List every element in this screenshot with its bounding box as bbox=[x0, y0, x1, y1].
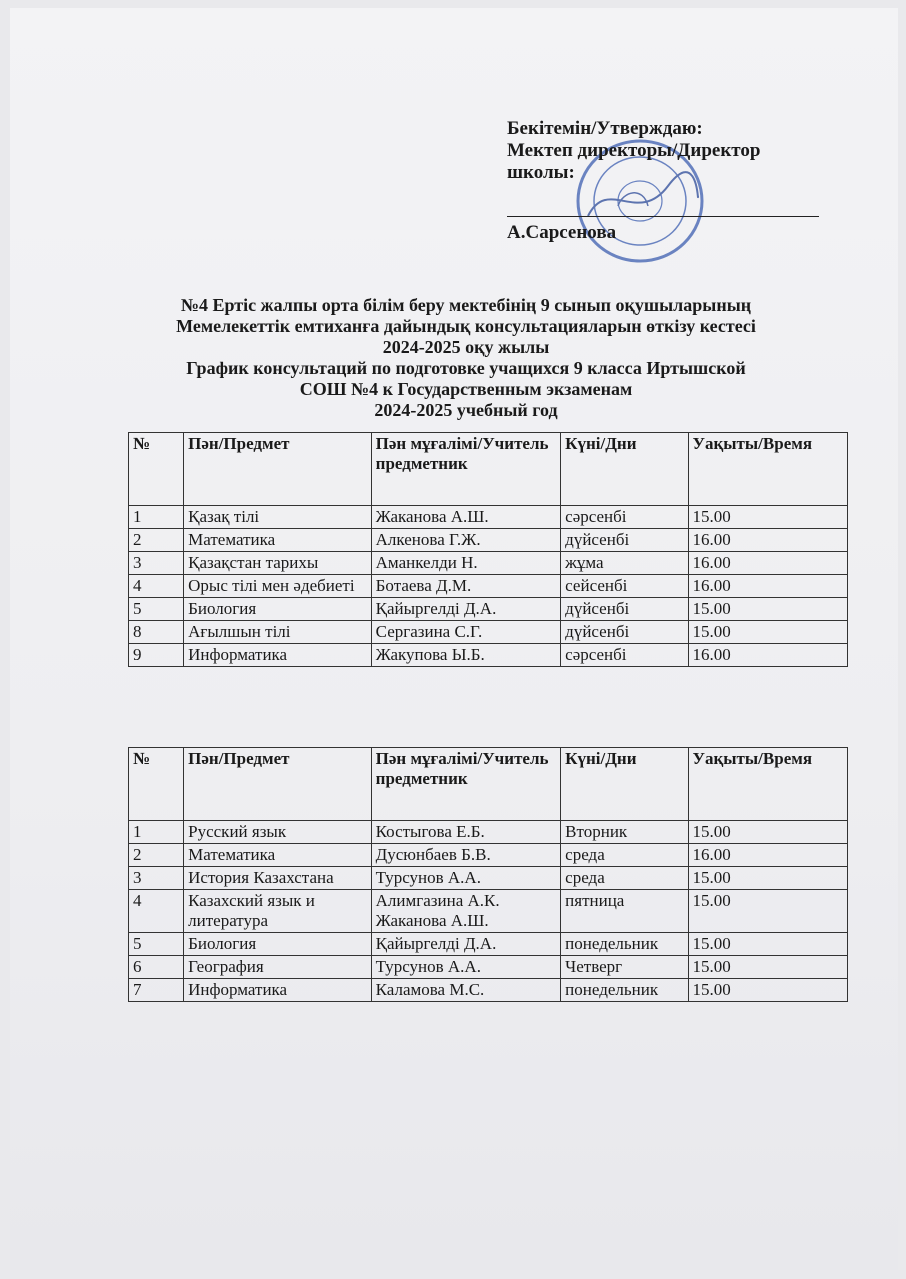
title-ru-line-1: График консультаций по подготовке учащихся 9 класса Иртышской bbox=[186, 358, 746, 378]
cell-number: 2 bbox=[129, 529, 184, 552]
cell-day: сәрсенбі bbox=[561, 506, 688, 529]
cell-teacher: Қайыргелді Д.А. bbox=[371, 598, 561, 621]
cell-teacher: Турсунов А.А. bbox=[371, 867, 561, 890]
table-row bbox=[129, 979, 848, 1002]
schedule-table-kz bbox=[128, 432, 848, 667]
cell-day: Вторник bbox=[561, 821, 688, 844]
cell-number: 3 bbox=[129, 552, 184, 575]
cell-time: 15.00 bbox=[688, 890, 847, 933]
table-row bbox=[129, 552, 848, 575]
signature-line bbox=[507, 216, 819, 217]
cell-subject: Қазақстан тарихы bbox=[184, 552, 372, 575]
table-row bbox=[129, 644, 848, 667]
cell-subject: География bbox=[184, 956, 372, 979]
approval-line-2: Мектеп директоры/Директор bbox=[507, 140, 761, 161]
cell-teacher: Жаканова А.Ш. bbox=[371, 506, 561, 529]
director-name: А.Сарсенова bbox=[507, 222, 617, 243]
cell-teacher: Жакупова Ы.Б. bbox=[371, 644, 561, 667]
title-ru-line-2: СОШ №4 к Государственным экзаменам bbox=[299, 379, 633, 399]
cell-day: жұма bbox=[561, 552, 688, 575]
cell-day: сәрсенбі bbox=[561, 644, 688, 667]
header-days: Күні/Дни bbox=[561, 433, 688, 506]
table-row bbox=[129, 890, 848, 933]
table-row bbox=[129, 956, 848, 979]
cell-teacher: Қайыргелді Д.А. bbox=[371, 933, 561, 956]
cell-time: 16.00 bbox=[688, 575, 847, 598]
table-row bbox=[129, 821, 848, 844]
cell-number: 5 bbox=[129, 598, 184, 621]
cell-day: сейсенбі bbox=[561, 575, 688, 598]
cell-time: 15.00 bbox=[688, 933, 847, 956]
document-page bbox=[10, 8, 898, 1270]
cell-time: 15.00 bbox=[688, 979, 847, 1002]
cell-number: 2 bbox=[129, 844, 184, 867]
header-number: № bbox=[129, 748, 184, 821]
approval-line-1: Бекітемін/Утверждаю: bbox=[507, 118, 703, 139]
cell-time: 15.00 bbox=[688, 621, 847, 644]
cell-number: 8 bbox=[129, 621, 184, 644]
table-row bbox=[129, 621, 848, 644]
cell-number: 4 bbox=[129, 575, 184, 598]
cell-teacher: Каламова М.С. bbox=[371, 979, 561, 1002]
cell-subject: Математика bbox=[184, 844, 372, 867]
cell-day: понедельник bbox=[561, 933, 688, 956]
cell-day: среда bbox=[561, 867, 688, 890]
title-kz-line-3: 2024-2025 оқу жылы bbox=[382, 337, 550, 357]
title-kz-line-1: №4 Ертіс жалпы орта білім беру мектебінің 9 сынып оқушыларының bbox=[180, 295, 752, 315]
table-row bbox=[129, 598, 848, 621]
cell-time: 15.00 bbox=[688, 506, 847, 529]
cell-day: Четверг bbox=[561, 956, 688, 979]
cell-teacher: Ботаева Д.М. bbox=[371, 575, 561, 598]
cell-time: 15.00 bbox=[688, 821, 847, 844]
cell-teacher: Сергазина С.Г. bbox=[371, 621, 561, 644]
cell-teacher: Алимгазина А.К. Жаканова А.Ш. bbox=[371, 890, 561, 933]
cell-subject: История Казахстана bbox=[184, 867, 372, 890]
table-row bbox=[129, 867, 848, 890]
schedule-table-ru bbox=[128, 747, 848, 1002]
approval-block bbox=[507, 118, 827, 243]
table-row bbox=[129, 933, 848, 956]
table-row bbox=[129, 575, 848, 598]
cell-subject: Қазақ тілі bbox=[184, 506, 372, 529]
cell-subject: Орыс тілі мен әдебиеті bbox=[184, 575, 372, 598]
cell-time: 16.00 bbox=[688, 644, 847, 667]
cell-time: 16.00 bbox=[688, 529, 847, 552]
cell-number: 1 bbox=[129, 506, 184, 529]
title-ru-line-3: 2024-2025 учебный год bbox=[374, 400, 558, 420]
cell-teacher: Алкенова Г.Ж. bbox=[371, 529, 561, 552]
header-teacher: Пән мұғалімі/Учитель предметник bbox=[371, 433, 561, 506]
document-title bbox=[120, 295, 812, 421]
cell-teacher: Дусюнбаев Б.В. bbox=[371, 844, 561, 867]
cell-number: 5 bbox=[129, 933, 184, 956]
cell-subject: Русский язык bbox=[184, 821, 372, 844]
cell-day: пятница bbox=[561, 890, 688, 933]
cell-time: 15.00 bbox=[688, 956, 847, 979]
cell-subject: Математика bbox=[184, 529, 372, 552]
cell-number: 1 bbox=[129, 821, 184, 844]
header-number: № bbox=[129, 433, 184, 506]
cell-subject: Биология bbox=[184, 933, 372, 956]
cell-day: среда bbox=[561, 844, 688, 867]
cell-teacher: Аманкелди Н. bbox=[371, 552, 561, 575]
cell-day: дүйсенбі bbox=[561, 529, 688, 552]
cell-number: 6 bbox=[129, 956, 184, 979]
table-row bbox=[129, 844, 848, 867]
cell-day: дүйсенбі bbox=[561, 621, 688, 644]
cell-subject: Информатика bbox=[184, 979, 372, 1002]
table-header-row bbox=[129, 748, 848, 821]
header-time: Уақыты/Время bbox=[688, 433, 847, 506]
cell-time: 16.00 bbox=[688, 844, 847, 867]
header-days: Күні/Дни bbox=[561, 748, 688, 821]
header-subject: Пән/Предмет bbox=[184, 748, 372, 821]
approval-line-3: школы: bbox=[507, 162, 575, 183]
cell-number: 4 bbox=[129, 890, 184, 933]
cell-number: 7 bbox=[129, 979, 184, 1002]
cell-day: понедельник bbox=[561, 979, 688, 1002]
cell-day: дүйсенбі bbox=[561, 598, 688, 621]
cell-time: 15.00 bbox=[688, 867, 847, 890]
cell-time: 15.00 bbox=[688, 598, 847, 621]
header-teacher: Пән мұғалімі/Учитель предметник bbox=[371, 748, 561, 821]
table-row bbox=[129, 529, 848, 552]
cell-teacher: Турсунов А.А. bbox=[371, 956, 561, 979]
title-kz-line-2: Мемелекеттік емтиханға дайындық консультацияларын өткізу кестесі bbox=[176, 316, 756, 336]
cell-subject: Казахский язык и литература bbox=[184, 890, 372, 933]
cell-number: 3 bbox=[129, 867, 184, 890]
header-subject: Пән/Предмет bbox=[184, 433, 372, 506]
table-row bbox=[129, 506, 848, 529]
cell-time: 16.00 bbox=[688, 552, 847, 575]
cell-number: 9 bbox=[129, 644, 184, 667]
cell-subject: Биология bbox=[184, 598, 372, 621]
header-time: Уақыты/Время bbox=[688, 748, 847, 821]
cell-teacher: Костыгова Е.Б. bbox=[371, 821, 561, 844]
cell-subject: Ағылшын тілі bbox=[184, 621, 372, 644]
table-header-row bbox=[129, 433, 848, 506]
cell-subject: Информатика bbox=[184, 644, 372, 667]
